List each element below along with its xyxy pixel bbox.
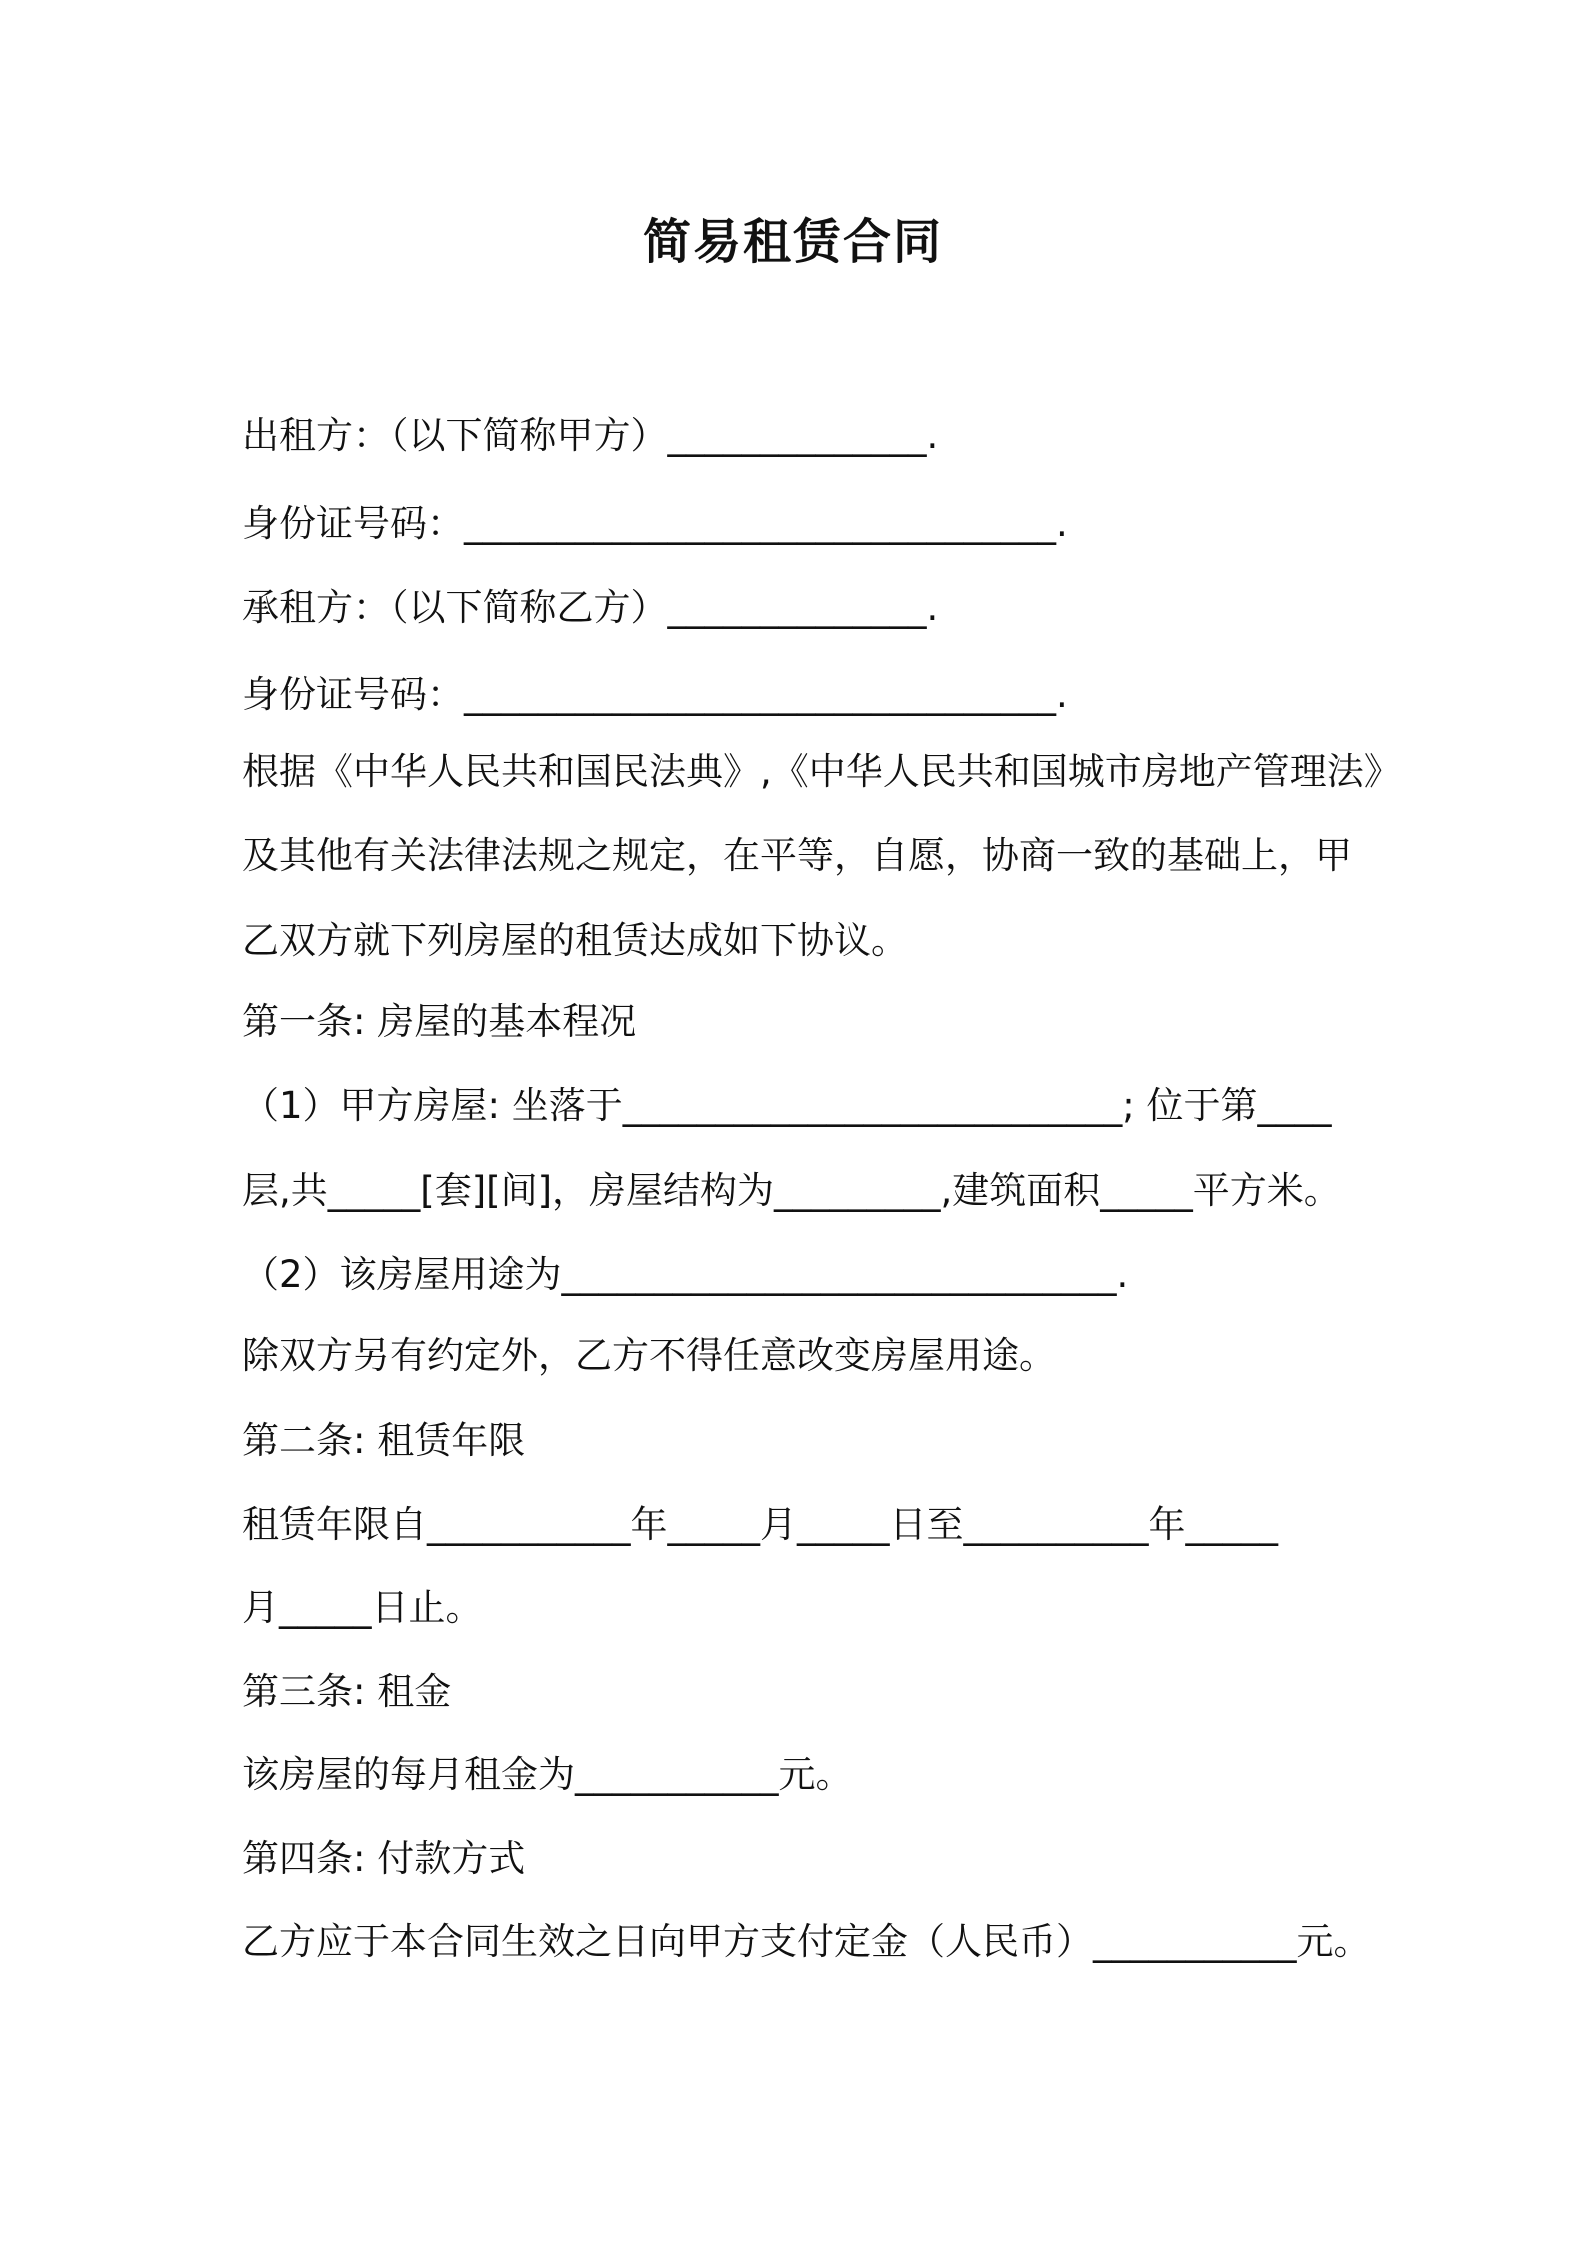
preamble-line-1: 根据《中华人民共和国民法典》,《中华人民共和国城市房地产管理法》 bbox=[242, 750, 1401, 793]
lessor-line: 出租方：（以下简称甲方）______________. bbox=[242, 414, 939, 457]
article-4-heading: 第四条: 付款方式 bbox=[242, 1837, 526, 1880]
document-title: 简易租赁合同 bbox=[642, 214, 943, 270]
rent-line: 该房屋的每月租金为___________元。 bbox=[242, 1753, 853, 1796]
lease-term-line-1: 租赁年限自___________年_____月_____日至__________年_____ bbox=[242, 1503, 1278, 1546]
lease-term-line-2: 月_____日止。 bbox=[242, 1586, 483, 1629]
article-1-note: 除双方另有约定外，乙方不得任意改变房屋用途。 bbox=[242, 1334, 1056, 1377]
article-1-item-1-line-2: 层,共_____[套][间]，房屋结构为_________,建筑面积_____平方米。 bbox=[242, 1169, 1341, 1212]
article-1-item-1-line-1: （1）甲方房屋: 坐落于___________________________; 位于第____ bbox=[242, 1084, 1332, 1127]
article-1-item-2: （2）该房屋用途为______________________________. bbox=[242, 1253, 1129, 1296]
lessor-id-line: 身份证号码：________________________________. bbox=[242, 502, 1068, 545]
preamble-line-2: 及其他有关法律法规之规定，在平等，自愿，协商一致的基础上，甲 bbox=[242, 834, 1352, 877]
lessee-line: 承租方：（以下简称乙方）______________. bbox=[242, 586, 939, 629]
payment-line: 乙方应于本合同生效之日向甲方支付定金（人民币）___________元。 bbox=[242, 1920, 1371, 1963]
article-1-heading: 第一条: 房屋的基本程况 bbox=[242, 1000, 637, 1043]
lessee-id-line: 身份证号码：________________________________. bbox=[242, 673, 1068, 716]
article-2-heading: 第二条: 租赁年限 bbox=[242, 1419, 526, 1462]
article-3-heading: 第三条: 租金 bbox=[242, 1670, 452, 1713]
preamble-line-3: 乙双方就下列房屋的租赁达成如下协议。 bbox=[242, 919, 908, 962]
